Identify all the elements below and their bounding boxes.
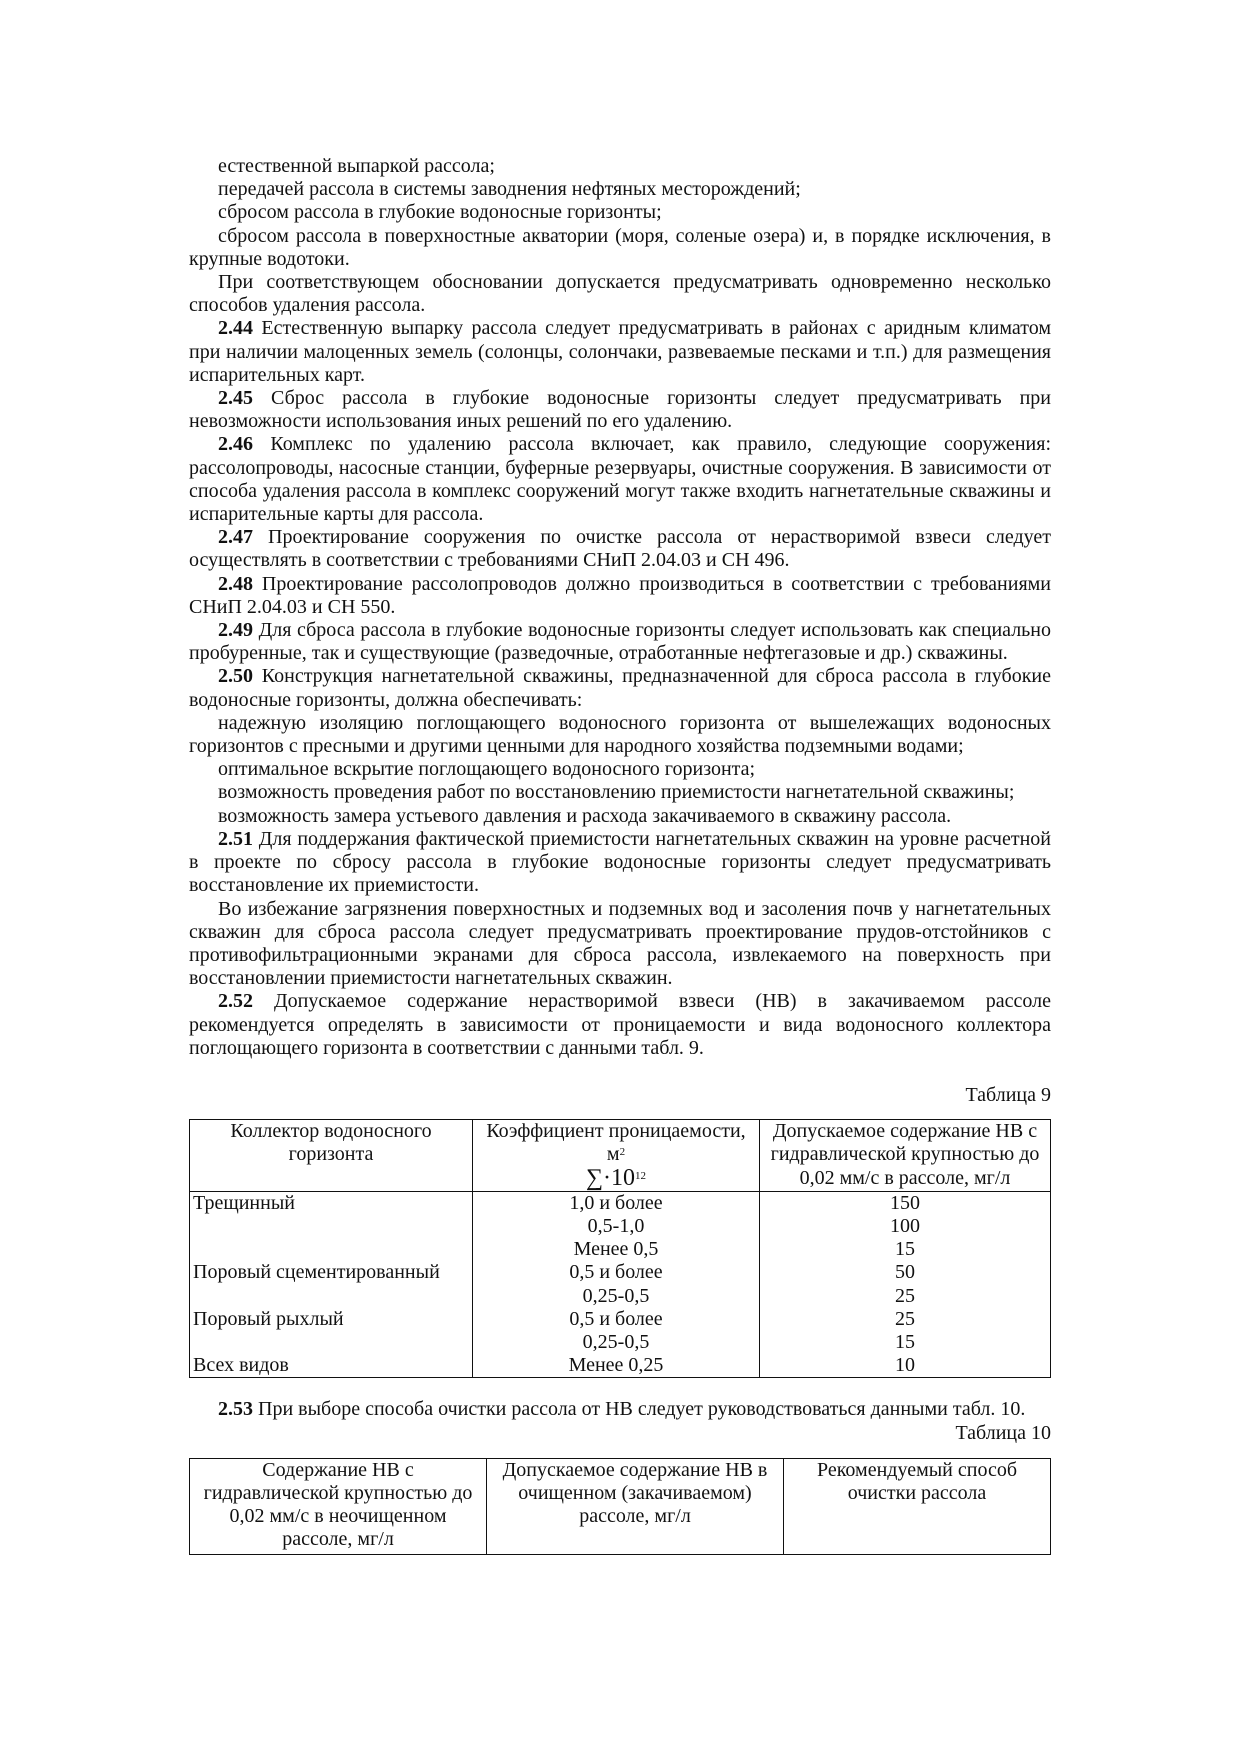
clause-number: 2.48 xyxy=(218,572,253,595)
paragraph-text: Проектирование сооружения по очистке рассола от нерастворимой взвеси следует осуществлять в соответствии с требованиями СНиП 2.04.03 и СН 496. xyxy=(189,526,1051,572)
paragraph-text: возможность замера устьевого давления и расхода закачиваемого в скважину рассола. xyxy=(218,804,952,827)
clause-number: 2.45 xyxy=(218,387,253,410)
header-cell: Коллектор водоносного горизонта xyxy=(190,1120,473,1192)
paragraph xyxy=(189,805,1051,828)
clause-number: 2.44 xyxy=(218,317,253,340)
table-cell: Менее 0,25 xyxy=(473,1354,760,1378)
table-row xyxy=(190,1238,1051,1261)
paragraph xyxy=(189,665,1051,711)
paragraph-text: оптимальное вскрытие поглощающего водоносного горизонта; xyxy=(218,758,756,781)
paragraphs xyxy=(189,155,1051,1060)
exponent: 2 xyxy=(619,1146,626,1159)
paragraph xyxy=(189,225,1051,271)
paragraph xyxy=(189,317,1051,387)
paragraph xyxy=(189,433,1051,526)
header-cell: Допускаемое содержание НВ с гидравлической крупностью до 0,02 мм/с в рассоле, мг/л xyxy=(760,1120,1051,1192)
paragraph xyxy=(189,712,1051,758)
table-cell xyxy=(190,1331,473,1354)
table-header-row xyxy=(190,1120,1051,1192)
paragraph-text: При соответствующем обосновании допускается предусматривать одновременно несколько способов удаления рассола. xyxy=(189,271,1051,317)
paragraph-text: Комплекс по удалению рассола включает, как правило, следующие сооружения: рассолопроводы, насосные станции, буферные резервуары, очистные сооружения. В зависимости от способа удаления рассола в комплекс сооружений могут также входить нагнетательные скважины и испарительные карты для рассола. xyxy=(189,433,1051,526)
table-bottom xyxy=(190,1552,487,1555)
table-row xyxy=(190,1215,1051,1238)
table-cell: 10 xyxy=(760,1354,1051,1378)
header-text: Коэффициент проницаемости, м xyxy=(486,1120,746,1166)
paragraph xyxy=(189,201,1051,224)
table-row xyxy=(190,1331,1051,1354)
table-cell: Трещинный xyxy=(190,1191,473,1215)
paragraph xyxy=(189,155,1051,178)
paragraph-text: Естественную выпарку рассола следует предусматривать в районах с аридным климатом при наличии малоценных земель (солонцы, солончаки, развеваемые песками и т.п.) для размещения испарительных карт. xyxy=(189,317,1052,386)
clause-number: 2.50 xyxy=(218,665,253,688)
header-cell: Рекомендуемый способ очистки рассола xyxy=(784,1458,1051,1551)
paragraph-text: сбросом рассола в глубокие водоносные горизонты; xyxy=(218,201,662,224)
exponent: 12 xyxy=(635,1169,647,1182)
clause-number: 2.46 xyxy=(218,433,253,456)
clause-number: 2.52 xyxy=(218,990,253,1013)
paragraph-text: Конструкция нагнетательной скважины, предназначенной для сброса рассола в глубокие водоносные горизонты, должна обеспечивать: xyxy=(189,665,1051,711)
table-cell: 0,25-0,5 xyxy=(473,1331,760,1354)
table-cell: 100 xyxy=(760,1215,1051,1238)
table-cell xyxy=(190,1238,473,1261)
paragraph xyxy=(189,828,1051,898)
table-cell xyxy=(190,1285,473,1308)
paragraph-text: сбросом рассола в поверхностные акватории (моря, соленые озера) и, в порядке исключения, в крупные водотоки. xyxy=(189,224,1051,270)
table-row xyxy=(190,1354,1051,1378)
paragraph-text: надежную изоляцию поглощающего водоносного горизонта от вышележащих водоносных горизонтов с пресными и другими ценными для народного хозяйства подземными водами; xyxy=(189,711,1051,758)
paragraph-text: возможность проведения работ по восстановлению приемистости нагнетательной скважины; xyxy=(218,781,1015,804)
table-row xyxy=(190,1261,1051,1284)
clause-number: 2.53 xyxy=(218,1398,253,1421)
paragraph xyxy=(189,573,1051,619)
table-cell: Поровый рыхлый xyxy=(190,1308,473,1331)
paragraph-text: Для сброса рассола в глубокие водоносные горизонты следует использовать как специально пробуренные, так и существующие (разведочные, отработанные нефтегазовые и др.) скважины. xyxy=(189,619,1051,665)
table-row xyxy=(190,1191,1051,1215)
sigma-formula: ∑·10 xyxy=(585,1164,636,1191)
paragraph xyxy=(189,271,1051,317)
paragraph xyxy=(189,387,1051,433)
table-cell: 0,5 и более xyxy=(473,1308,760,1331)
table-bottom xyxy=(784,1552,1051,1555)
paragraph xyxy=(189,526,1051,572)
paragraph-text: Сброс рассола в глубокие водоносные горизонты следует предусматривать при невозможности использования иных решений по его удалению. xyxy=(189,387,1051,433)
table10-caption: Таблица 10 xyxy=(955,1421,1051,1444)
paragraph xyxy=(189,781,1051,804)
paragraph xyxy=(189,619,1051,665)
table-cell: 0,5 и более xyxy=(473,1261,760,1284)
table-header-row xyxy=(190,1458,1051,1551)
paragraph-2-53 xyxy=(189,1398,1051,1421)
paragraph xyxy=(189,990,1051,1060)
table-cell: 150 xyxy=(760,1191,1051,1215)
paragraph xyxy=(189,898,1051,991)
table-cell: 1,0 и более xyxy=(473,1191,760,1215)
table-cell: Всех видов xyxy=(190,1354,473,1378)
table-cell: Поровый сцементированный xyxy=(190,1261,473,1284)
paragraph-text: Допускаемое содержание нерастворимой взвеси (НВ) в закачиваемом рассоле рекомендуется определять в зависимости от проницаемости и вида водоносного коллектора поглощающего горизонта в соответствии с данными табл. 9. xyxy=(189,990,1052,1059)
table-cell: 0,25-0,5 xyxy=(473,1285,760,1308)
paragraph-text: естественной выпаркой рассола; xyxy=(218,155,495,177)
header-cell xyxy=(473,1120,760,1192)
table-9 xyxy=(189,1119,1051,1378)
table-cell: 50 xyxy=(760,1261,1051,1284)
table-bottom xyxy=(487,1552,784,1555)
paragraph xyxy=(189,758,1051,781)
table-cell: 15 xyxy=(760,1331,1051,1354)
clause-number: 2.49 xyxy=(218,619,253,642)
table-row xyxy=(190,1308,1051,1331)
paragraph-text: Для поддержания фактической приемистости нагнетательных скважин на уровне расчетной в проекте по сбросу рассола в глубокие водоносные горизонты следует предусматривать восстановление их приемистости. xyxy=(189,827,1052,897)
document-body xyxy=(189,155,1051,1555)
table-cell: 25 xyxy=(760,1308,1051,1331)
paragraph xyxy=(189,178,1051,201)
clause-number: 2.51 xyxy=(218,827,253,850)
table-cell xyxy=(190,1215,473,1238)
paragraph-text: При выборе способа очистки рассола от НВ следует руководствоваться данными табл. 10. xyxy=(258,1398,1026,1421)
paragraph-text: Во избежание загрязнения поверхностных и подземных вод и засоления почв у нагнетательных скважин для сброса рассола следует предусматривать проектирование прудов-отстойников с противофильтрационными экранами для сброса рассола, извлекаемого на поверхность при восстановлении приемистости нагнетательных скважин. xyxy=(189,897,1051,990)
paragraph-text: передачей рассола в системы заводнения нефтяных месторождений; xyxy=(218,178,801,201)
table-cell: Менее 0,5 xyxy=(473,1238,760,1261)
table-row xyxy=(190,1285,1051,1308)
table-10 xyxy=(189,1458,1051,1555)
header-cell: Допускаемое содержание НВ в очищенном (закачиваемом) рассоле, мг/л xyxy=(487,1458,784,1551)
table-cell: 25 xyxy=(760,1285,1051,1308)
table9-caption: Таблица 9 xyxy=(965,1083,1051,1106)
header-cell: Содержание НВ с гидравлической крупностью до 0,02 мм/с в неочищенном рассоле, мг/л xyxy=(190,1458,487,1551)
table-cell: 0,5-1,0 xyxy=(473,1215,760,1238)
clause-number: 2.47 xyxy=(218,526,253,549)
paragraph-text: Проектирование рассолопроводов должно производиться в соответствии с требованиями СНиП 2.04.03 и СН 550. xyxy=(189,572,1052,618)
table-cell: 15 xyxy=(760,1238,1051,1261)
